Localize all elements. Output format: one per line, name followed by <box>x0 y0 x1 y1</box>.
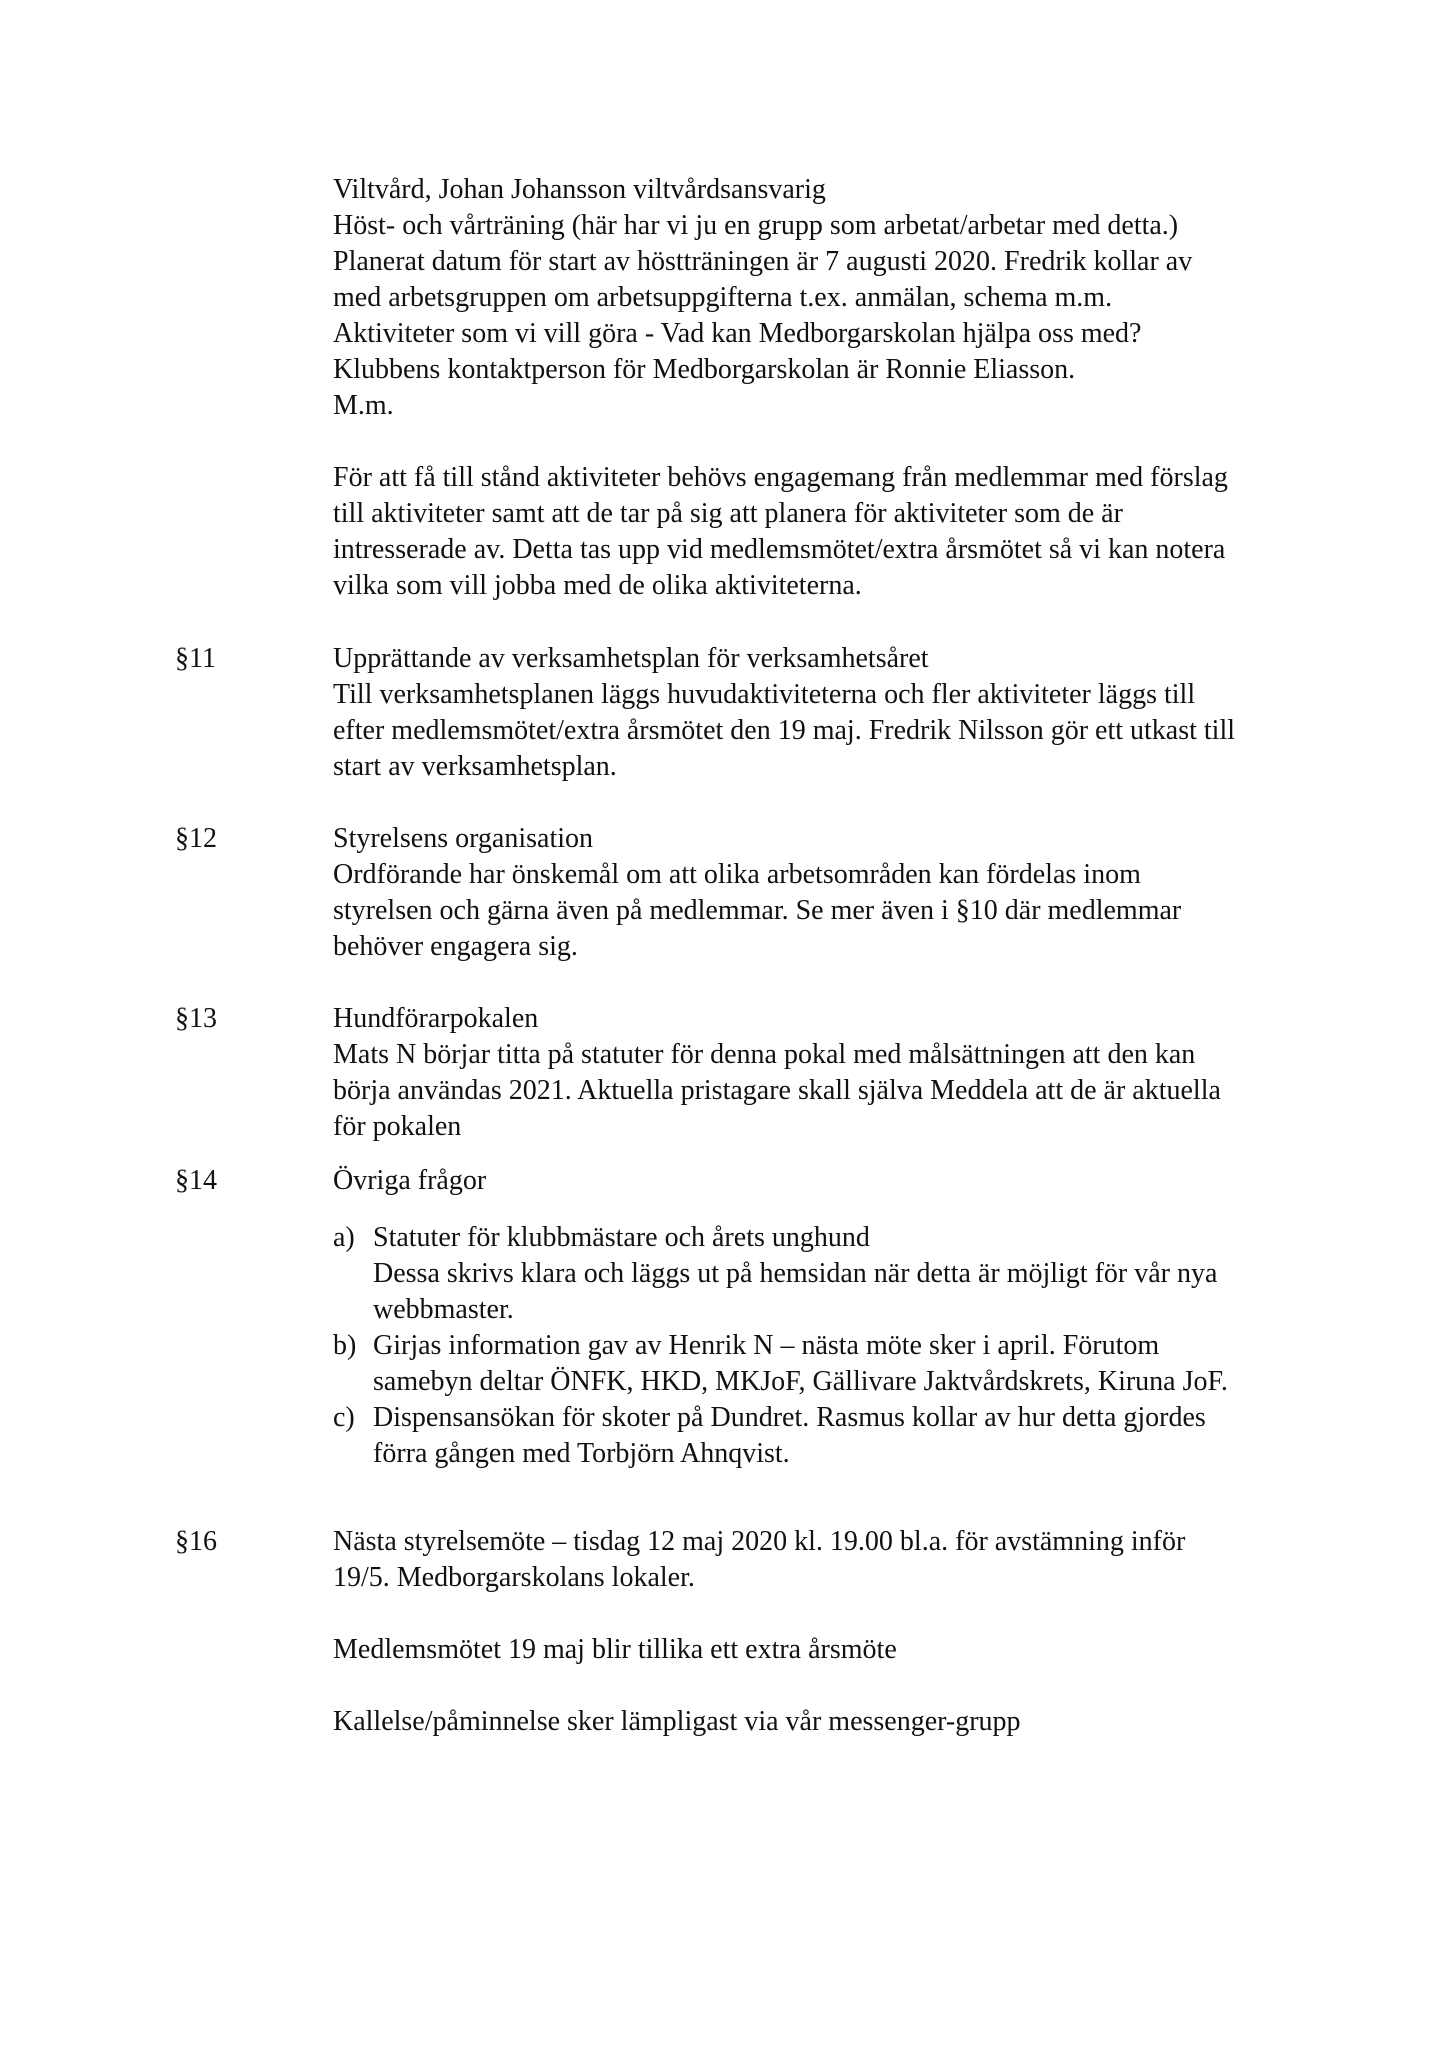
section-line: Ordförande har önskemål om att olika arbetsområden kan fördelas inom <box>333 859 1141 890</box>
list-item-letter: a) <box>333 1222 355 1253</box>
section-heading: Hundförarpokalen <box>333 1003 539 1034</box>
section-line: 19/5. Medborgarskolans lokaler. <box>333 1562 695 1593</box>
section-line: börja användas 2021. Aktuella pristagare skall själva Meddela att de är aktuella <box>333 1075 1221 1106</box>
section-line: styrelsen och gärna även på medlemmar. Se mer även i §10 där medlemmar <box>333 895 1182 926</box>
intro-line: M.m. <box>333 390 394 421</box>
section-note: Medlemsmötet 19 maj blir tillika ett extra årsmöte <box>333 1634 897 1665</box>
section-line: Mats N börjar titta på statuter för denna pokal med målsättningen att den kan <box>333 1039 1196 1070</box>
section-number: §16 <box>175 1526 217 1557</box>
intro-paragraph-line: till aktiviteter samt att de tar på sig att planera för aktiviteter som de är <box>333 498 1123 529</box>
section-line: start av verksamhetsplan. <box>333 751 617 782</box>
section-number: §12 <box>175 823 217 854</box>
section-heading: Upprättande av verksamhetsplan för verksamhetsåret <box>333 643 929 674</box>
section-heading: Övriga frågor <box>333 1165 487 1196</box>
intro-line: Höst- och vårträning (här har vi ju en grupp som arbetat/arbetar med detta.) <box>333 210 1179 241</box>
section-line: för pokalen <box>333 1111 462 1142</box>
section-number: §14 <box>175 1165 217 1196</box>
list-item-letter: b) <box>333 1330 357 1361</box>
intro-line: med arbetsgruppen om arbetsuppgifterna t.ex. anmälan, schema m.m. <box>333 282 1113 313</box>
intro-line: Aktiviteter som vi vill göra - Vad kan Medborgarskolan hjälpa oss med? <box>333 318 1142 349</box>
intro-line: Klubbens kontaktperson för Medborgarskolan är Ronnie Eliasson. <box>333 354 1076 385</box>
section-line: efter medlemsmötet/extra årsmötet den 19 maj. Fredrik Nilsson gör ett utkast till <box>333 715 1236 746</box>
list-item-letter: c) <box>333 1402 355 1433</box>
intro-paragraph-line: intresserade av. Detta tas upp vid medlemsmötet/extra årsmötet så vi kan notera <box>333 534 1226 565</box>
section-number: §13 <box>175 1003 217 1034</box>
section-line: behöver engagera sig. <box>333 931 578 962</box>
intro-paragraph-line: För att få till stånd aktiviteter behövs engagemang från medlemmar med förslag <box>333 462 1228 493</box>
section-heading: Nästa styrelsemöte – tisdag 12 maj 2020 kl. 19.00 bl.a. för avstämning inför <box>333 1526 1186 1557</box>
list-item-line: förra gången med Torbjörn Ahnqvist. <box>373 1438 790 1469</box>
list-item-line: Girjas information gav av Henrik N – nästa möte sker i april. Förutom <box>373 1330 1160 1361</box>
list-item-line: Dessa skrivs klara och läggs ut på hemsidan när detta är möjligt för vår nya <box>373 1258 1218 1289</box>
section-number: §11 <box>175 643 216 674</box>
list-item-line: samebyn deltar ÖNFK, HKD, MKJoF, Gällivare Jaktvårdskrets, Kiruna JoF. <box>373 1366 1228 1397</box>
intro-line: Planerat datum för start av höstträningen är 7 augusti 2020. Fredrik kollar av <box>333 246 1193 277</box>
list-item-line: webbmaster. <box>373 1294 514 1325</box>
intro-line: Viltvård, Johan Johansson viltvårdsansvarig <box>333 174 826 205</box>
list-item-line: Dispensansökan för skoter på Dundret. Rasmus kollar av hur detta gjordes <box>373 1402 1206 1433</box>
list-item-line: Statuter för klubbmästare och årets unghund <box>373 1222 870 1253</box>
section-line: Till verksamhetsplanen läggs huvudaktiviteterna och fler aktiviteter läggs till <box>333 679 1196 710</box>
intro-paragraph-line: vilka som vill jobba med de olika aktiviteterna. <box>333 570 862 601</box>
section-heading: Styrelsens organisation <box>333 823 594 854</box>
section-note: Kallelse/påminnelse sker lämpligast via vår messenger-grupp <box>333 1706 1021 1737</box>
